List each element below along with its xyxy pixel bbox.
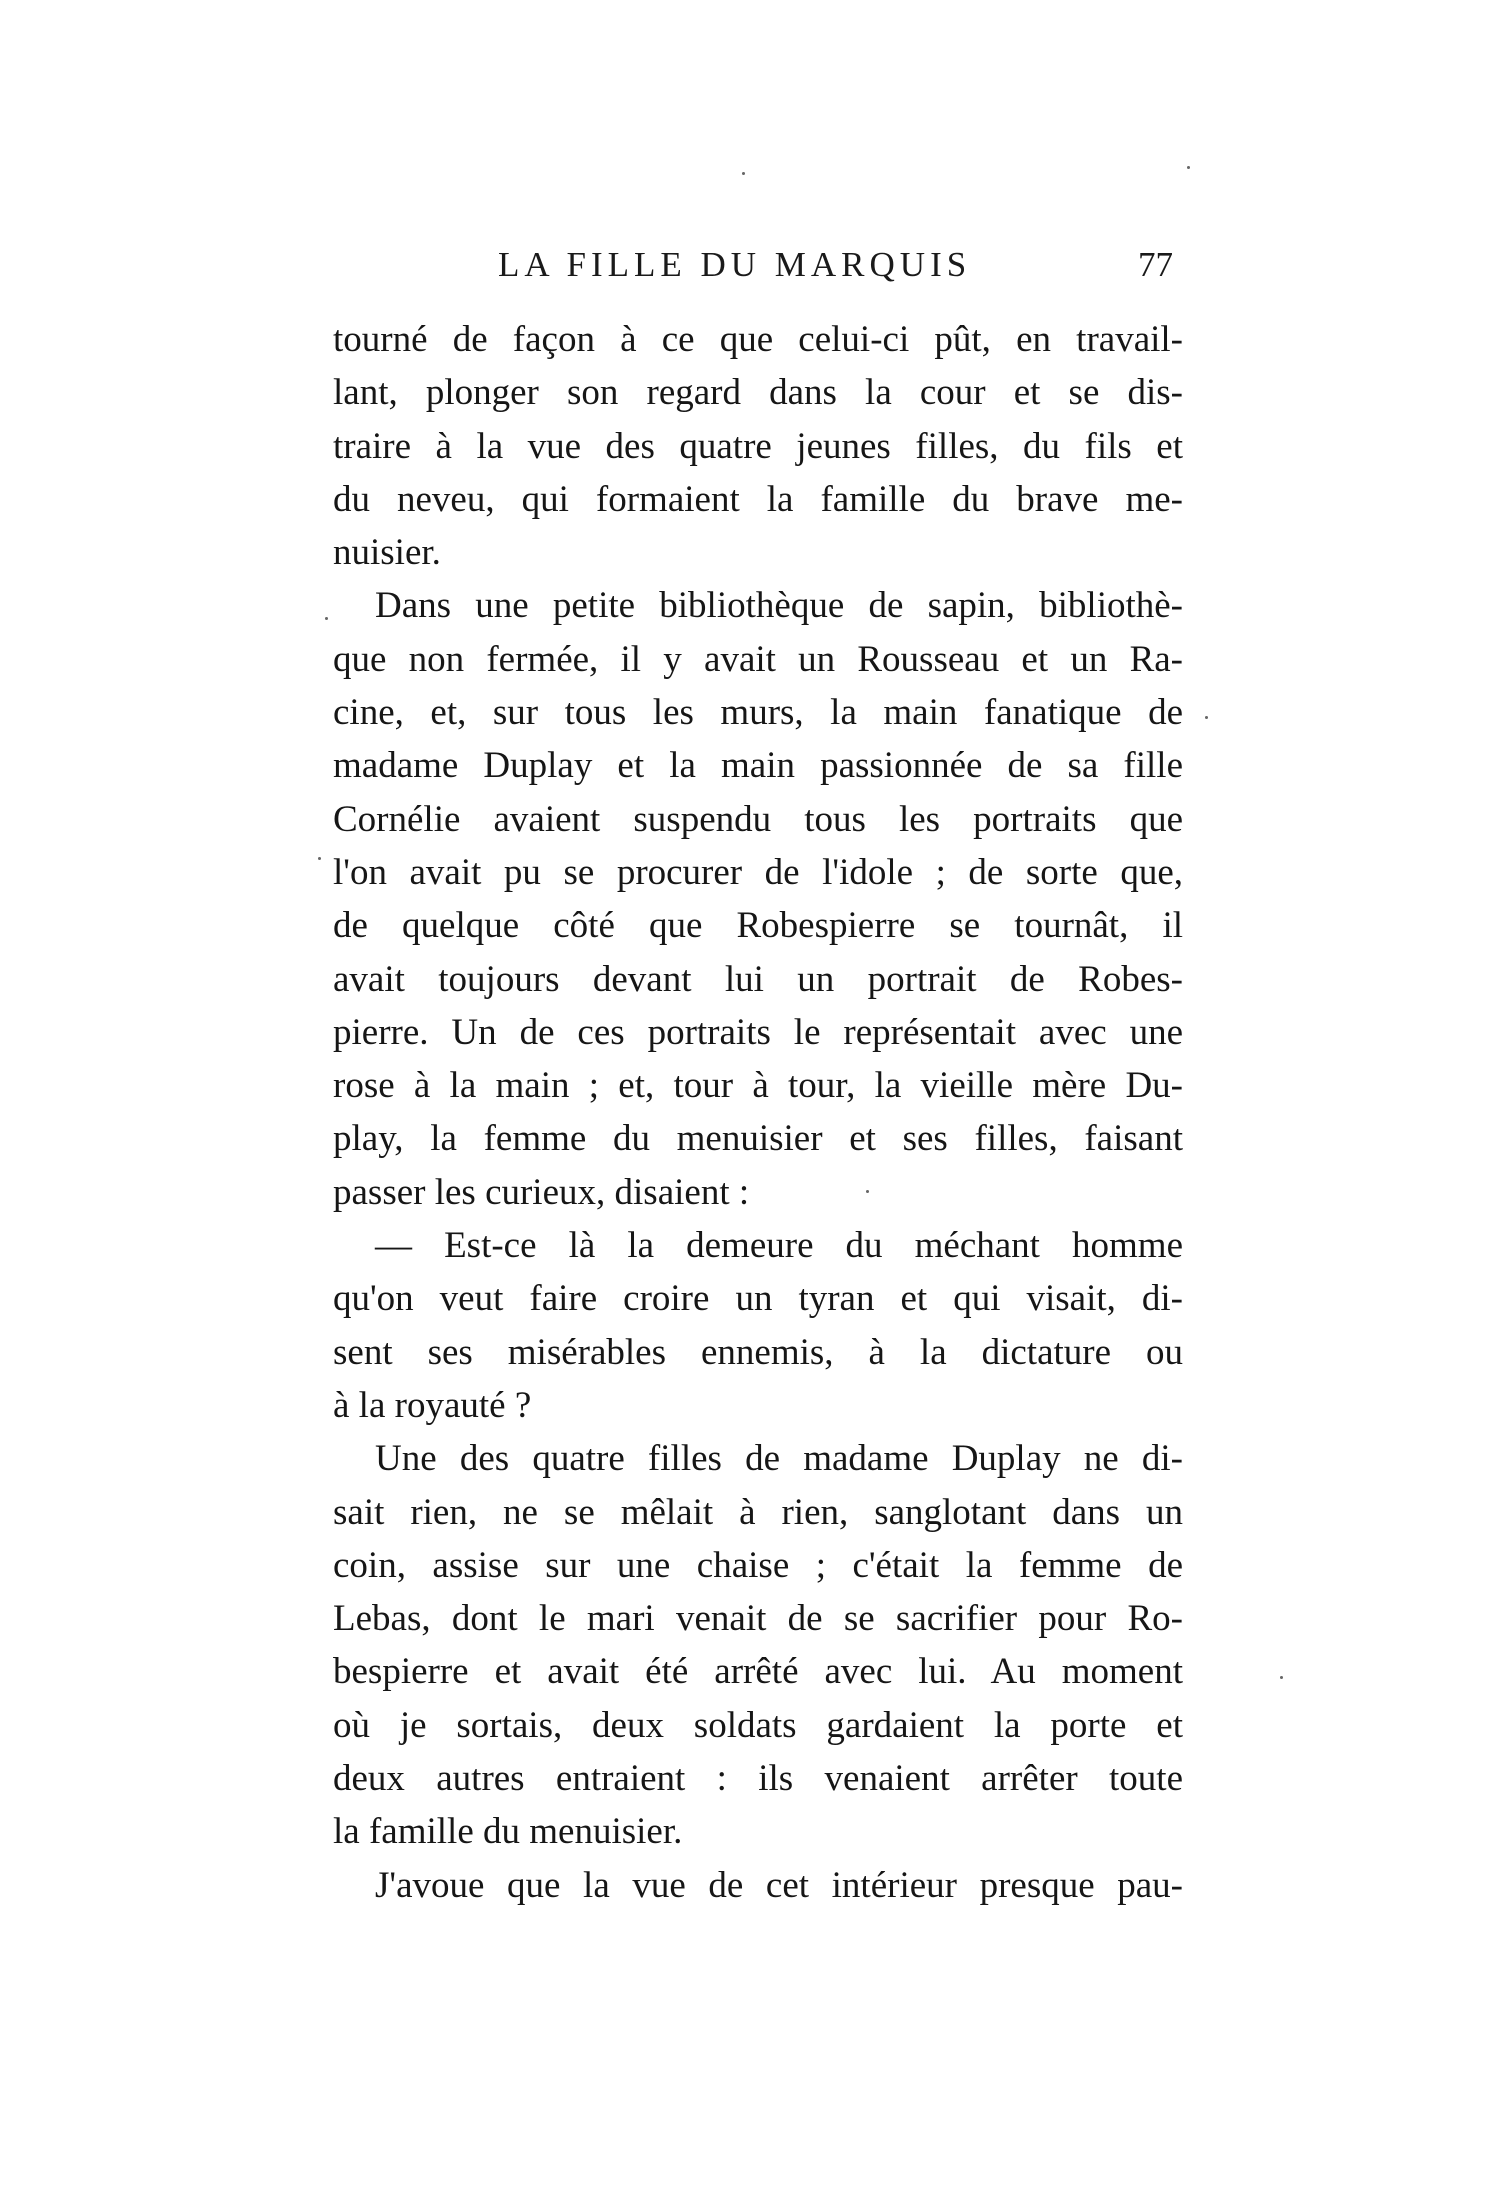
text-line: Une des quatre filles de madame Duplay ne di-: [375, 1438, 1183, 1480]
text-line: tourné de façon à ce que celui-ci pût, en travail-: [333, 319, 1183, 360]
text-line: que non fermée, il y avait un Rousseau et un Ra-: [333, 638, 1183, 680]
text-line: sait rien, ne se mêlait à rien, sanglotant dans un: [333, 1491, 1183, 1533]
text-line: où je sortais, deux soldats gardaient la porte et: [333, 1704, 1183, 1746]
print-speck: [325, 617, 328, 620]
text-line: cine, et, sur tous les murs, la main fanatique de: [333, 692, 1183, 734]
text-line: pierre. Un de ces portraits le représentait avec une: [333, 1011, 1183, 1053]
text-line: lant, plonger son regard dans la cour et se dis-: [333, 372, 1183, 414]
text-line: Lebas, dont le mari venait de se sacrifier pour Ro-: [333, 1598, 1183, 1640]
text-line: qu'on veut faire croire un tyran et qui visait, di-: [333, 1278, 1183, 1320]
print-speck: [1280, 1676, 1283, 1679]
text-line: J'avoue que la vue de cet intérieur presque pau-: [375, 1864, 1183, 1906]
text-line: deux autres entraient : ils venaient arrêter toute: [333, 1758, 1183, 1800]
text-line: rose à la main ; et, tour à tour, la vieille mère Du-: [333, 1065, 1183, 1107]
paragraph: [333, 1219, 1183, 1432]
paragraph: [333, 1432, 1183, 1858]
text-line: madame Duplay et la main passionnée de sa fille: [333, 745, 1183, 787]
text-line: la famille du menuisier.: [333, 1811, 683, 1853]
text-line: play, la femme du menuisier et ses filles, faisant: [333, 1118, 1183, 1160]
print-speck: [1205, 716, 1208, 719]
print-speck: [318, 857, 321, 860]
text-line: traire à la vue des quatre jeunes filles, du fils et: [333, 425, 1183, 467]
text-line: à la royauté ?: [333, 1384, 532, 1426]
page-number: 77: [1138, 245, 1173, 284]
text-line: de quelque côté que Robespierre se tournât, il: [333, 905, 1183, 947]
text-line: — Est-ce là la demeure du méchant homme: [375, 1225, 1183, 1267]
page-header: [333, 245, 1183, 295]
text-line: l'on avait pu se procurer de l'idole ; de sorte que,: [333, 851, 1183, 893]
text-line: bespierre et avait été arrêté avec lui. Au moment: [333, 1651, 1183, 1693]
print-speck: [1187, 166, 1190, 169]
text-line: du neveu, qui formaient la famille du brave me-: [333, 478, 1183, 520]
text-line: Dans une petite bibliothèque de sapin, bibliothè-: [375, 585, 1183, 627]
body-text: [333, 313, 1183, 1912]
text-line: passer les curieux, disaient :: [333, 1171, 750, 1213]
print-speck: [742, 172, 745, 175]
text-line: avait toujours devant lui un portrait de Robes-: [333, 958, 1183, 1000]
paragraph: [333, 1859, 1183, 1912]
text-line: nuisier.: [333, 532, 441, 574]
text-line: Cornélie avaient suspendu tous les portraits que: [333, 798, 1183, 840]
text-line: coin, assise sur une chaise ; c'était la femme de: [333, 1544, 1183, 1586]
paragraph: [333, 579, 1183, 1219]
text-line: sent ses misérables ennemis, à la dictature ou: [333, 1331, 1183, 1373]
paragraph: [333, 313, 1183, 579]
running-title: LA FILLE DU MARQUIS: [498, 245, 972, 284]
